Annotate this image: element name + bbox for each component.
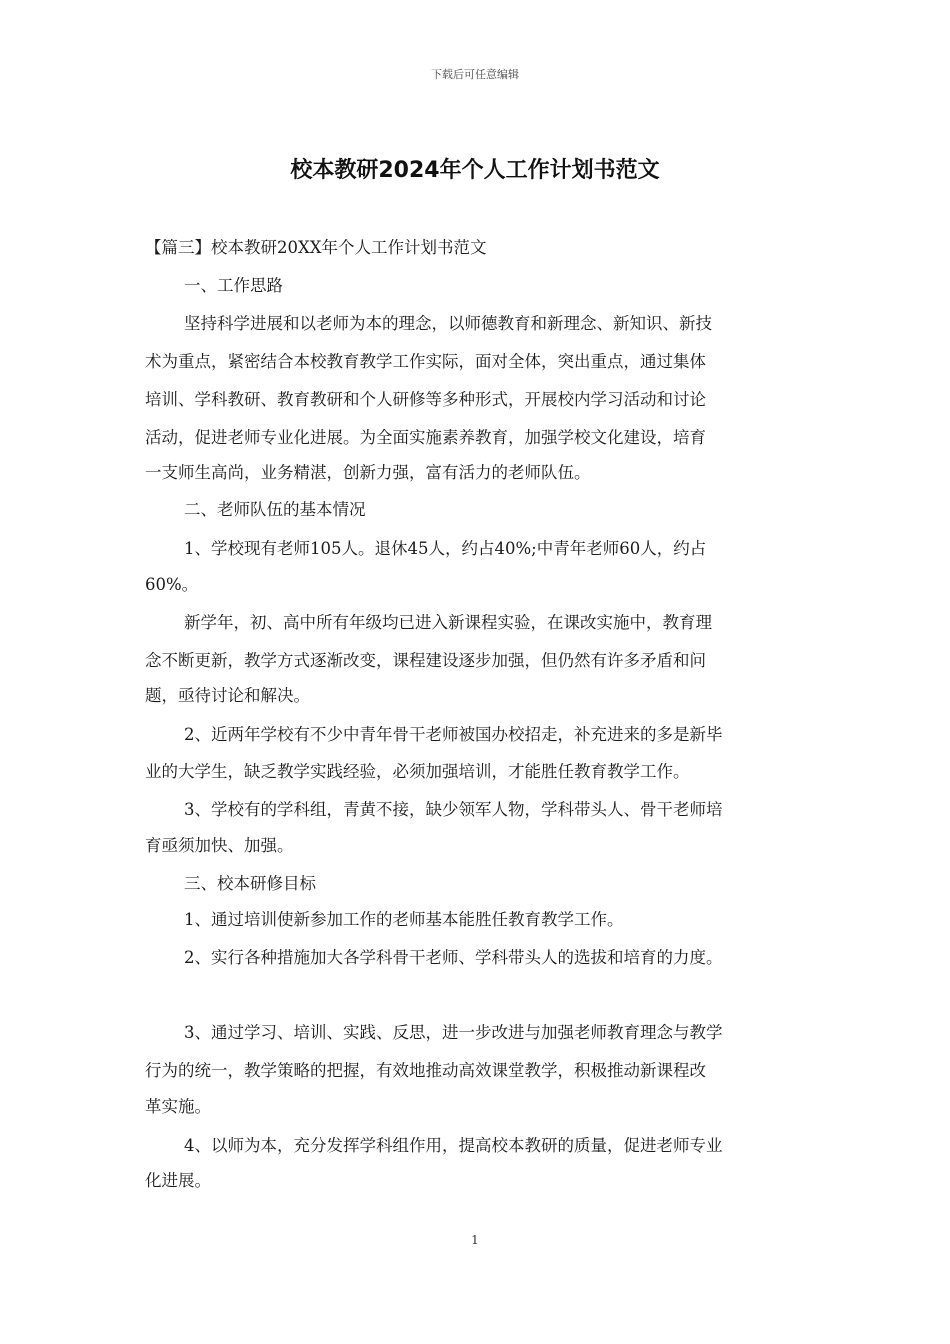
paragraph-line: 3、通过学习、培训、实践、反思，进一步改进与加强老师教育理念与教学 — [184, 1023, 723, 1042]
document-title: 校本教研2024年个人工作计划书范文 — [290, 158, 660, 183]
paragraph-line: 坚持科学进展和以老师为本的理念，以师德教育和新理念、新知识、新技 — [184, 314, 712, 333]
paragraph-line: 60%。 — [145, 575, 199, 594]
paragraph-line: 育亟须加快、加强。 — [145, 836, 294, 855]
paragraph-line: 术为重点，紧密结合本校教育教学工作实际，面对全体，突出重点，通过集体 — [145, 352, 706, 371]
paragraph-line: 新学年，初、高中所有年级均已进入新课程实验，在课改实施中，教育理 — [184, 613, 712, 632]
paragraph-line: 革实施。 — [145, 1097, 211, 1116]
paragraph-line: 题，亟待讨论和解决。 — [145, 686, 310, 705]
paragraph-line: 2、实行各种措施加大各学科骨干老师、学科带头人的选拔和培育的力度。 — [184, 948, 723, 967]
paragraph-line: 念不断更新，教学方式逐渐改变，课程建设逐步加强，但仍然有许多矛盾和问 — [145, 651, 706, 670]
paragraph-line: 4、以师为本，充分发挥学科组作用，提高校本教研的质量，促进老师专业 — [184, 1136, 723, 1155]
page-header-note: 下载后可任意编辑 — [431, 68, 519, 81]
paragraph-line: 1、通过培训使新参加工作的老师基本能胜任教育教学工作。 — [184, 910, 624, 929]
section-subtitle: 【篇三】校本教研20XX年个人工作计划书范文 — [145, 238, 487, 257]
paragraph-line: 3、学校有的学科组，青黄不接，缺少领军人物，学科带头人、骨干老师培 — [184, 800, 723, 819]
section-heading: 三、校本研修目标 — [184, 874, 316, 893]
paragraph-line: 行为的统一，教学策略的把握，有效地推动高效课堂教学，积极推动新课程改 — [145, 1061, 706, 1080]
section-heading: 二、老师队伍的基本情况 — [184, 500, 366, 519]
page-number: 1 — [471, 1233, 479, 1247]
paragraph-line: 2、近两年学校有不少中青年骨干老师被国办校招走，补充进来的多是新毕 — [184, 725, 723, 744]
paragraph-line: 活动，促进老师专业化进展。为全面实施素养教育，加强学校文化建设，培育 — [145, 428, 706, 447]
paragraph-line: 业的大学生，缺乏教学实践经验，必须加强培训，才能胜任教育教学工作。 — [145, 762, 690, 781]
paragraph-line: 培训、学科教研、教育教研和个人研修等多种形式，开展校内学习活动和讨论 — [145, 390, 706, 409]
paragraph-line: 一支师生高尚，业务精湛，创新力强，富有活力的老师队伍。 — [145, 463, 591, 482]
paragraph-line: 化进展。 — [145, 1171, 211, 1190]
section-heading: 一、工作思路 — [184, 276, 283, 295]
paragraph-line: 1、学校现有老师105人。退休45人，约占40%;中青年老师60人，约占 — [184, 539, 707, 558]
